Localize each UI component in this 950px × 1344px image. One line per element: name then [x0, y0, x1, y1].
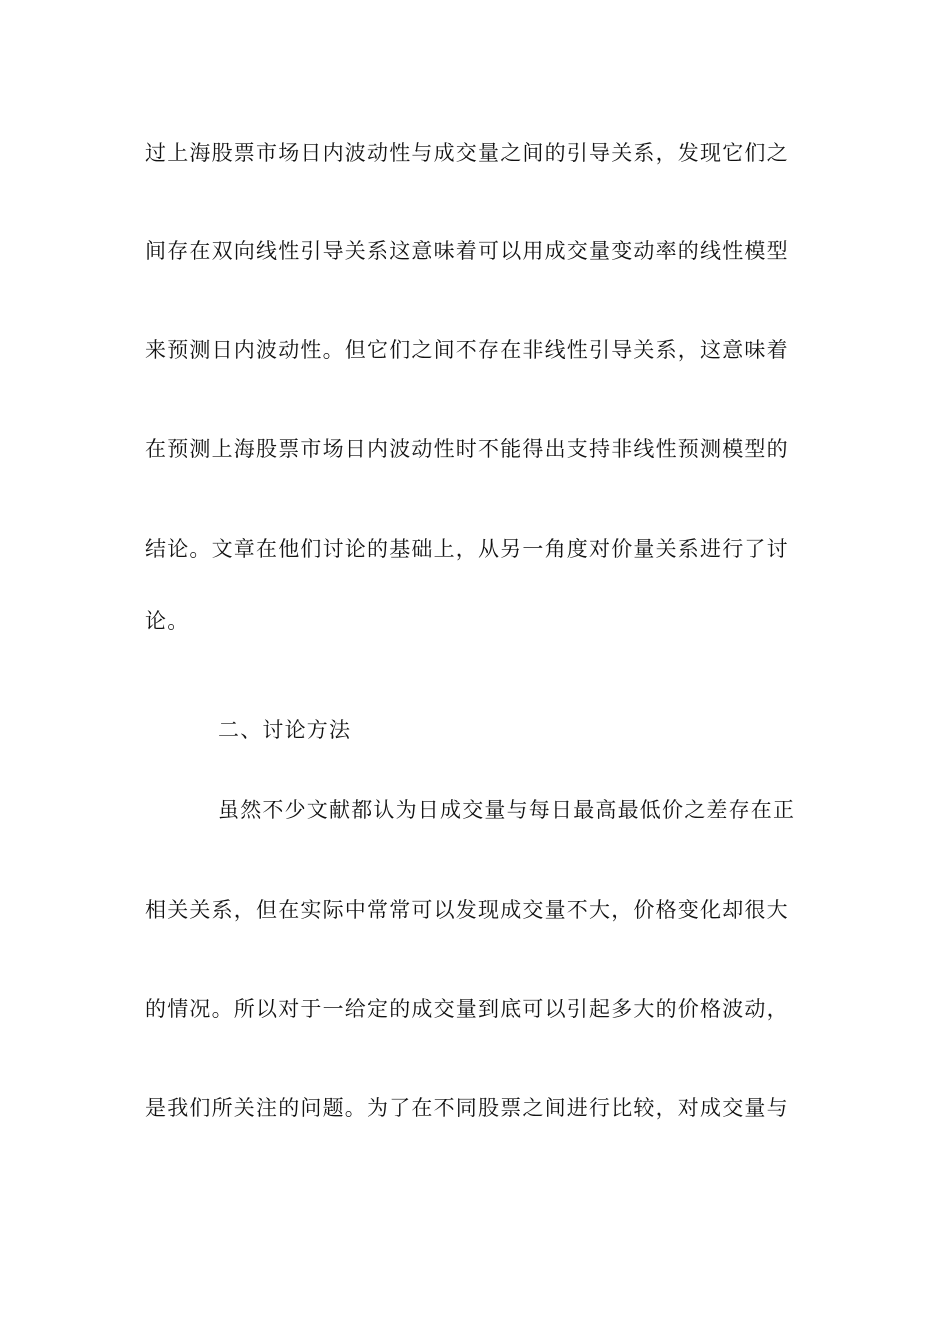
paragraph-line: 论。 [145, 609, 190, 633]
paragraph-line: 的情况。所以对于一给定的成交量到底可以引起多大的价格波动， [145, 997, 789, 1021]
paragraph-line: 在预测上海股票市场日内波动性时不能得出支持非线性预测模型的 [145, 437, 789, 461]
section-heading: 二、讨论方法 [218, 718, 352, 742]
paragraph-line: 结论。文章在他们讨论的基础上，从另一角度对价量关系进行了讨 [145, 537, 789, 561]
paragraph-line: 来预测日内波动性。但它们之间不存在非线性引导关系，这意味着 [145, 338, 789, 362]
paragraph-line: 过上海股票市场日内波动性与成交量之间的引导关系，发现它们之 [145, 141, 789, 165]
paragraph-line: 是我们所关注的问题。为了在不同股票之间进行比较，对成交量与 [145, 1096, 789, 1120]
paragraph-line: 相关关系，但在实际中常常可以发现成交量不大，价格变化却很大 [145, 898, 789, 922]
paragraph-line: 虽然不少文献都认为日成交量与每日最高最低价之差存在正 [218, 798, 796, 822]
paragraph-line: 间存在双向线性引导关系这意味着可以用成交量变动率的线性模型 [145, 239, 789, 263]
